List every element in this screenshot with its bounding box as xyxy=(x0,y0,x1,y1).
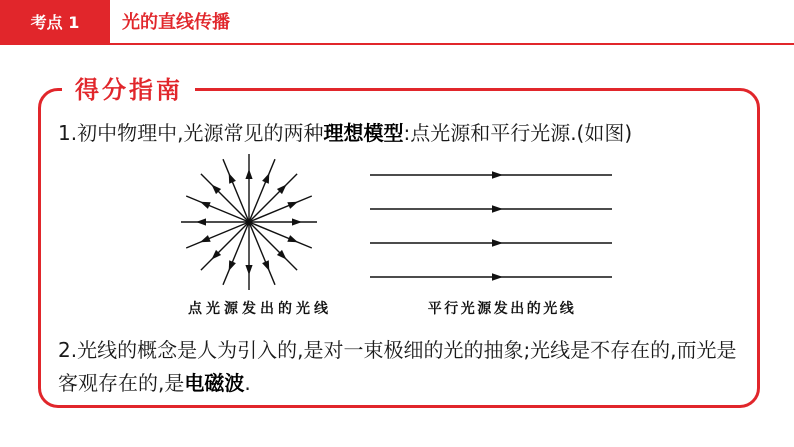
arrowhead xyxy=(245,169,252,179)
ray-line xyxy=(201,222,249,270)
arrowhead xyxy=(492,205,503,213)
point-source-diagram xyxy=(170,148,330,296)
parallel-source-diagram xyxy=(365,165,620,287)
arrowhead xyxy=(287,235,298,242)
arrowhead xyxy=(492,171,503,179)
light-ray xyxy=(201,222,249,270)
tips-panel-label: 得分指南 xyxy=(62,74,195,106)
arrowhead xyxy=(492,273,503,281)
light-ray xyxy=(249,222,297,270)
point-1-text-end: :点光源和平行光源.(如图) xyxy=(403,121,633,145)
parallel-ray xyxy=(370,171,612,179)
parallel-ray xyxy=(370,205,612,213)
arrowhead xyxy=(229,260,236,271)
parallel-ray xyxy=(370,239,612,247)
ray-line xyxy=(249,174,297,222)
arrowhead xyxy=(200,235,211,242)
point-2-keyword: 电磁波 xyxy=(184,371,245,395)
arrowhead xyxy=(287,202,298,209)
arrowhead xyxy=(200,202,211,209)
light-ray xyxy=(245,154,252,222)
arrowhead xyxy=(262,173,269,184)
light-ray xyxy=(249,174,297,222)
light-ray xyxy=(245,222,252,290)
slide-title: 光的直线传播 xyxy=(122,12,230,33)
point-1-keyword: 理想模型 xyxy=(323,121,404,145)
arrowhead xyxy=(229,173,236,184)
ray-line xyxy=(201,174,249,222)
arrowhead xyxy=(245,265,252,275)
parallel-source-caption: 平行光源发出的光线 xyxy=(427,301,577,317)
point-2-text-end: . xyxy=(244,371,251,395)
point-1 xyxy=(58,119,738,147)
ray-line xyxy=(249,222,297,270)
point-source-caption: 点光源发出的光线 xyxy=(188,301,332,317)
arrowhead xyxy=(262,260,269,271)
light-ray xyxy=(181,218,249,225)
arrowhead xyxy=(492,239,503,247)
topic-badge: 考点 1 xyxy=(0,0,110,45)
slide-header xyxy=(0,0,794,46)
light-ray xyxy=(249,218,317,225)
arrowhead xyxy=(292,218,302,225)
light-ray xyxy=(201,174,249,222)
point-2 xyxy=(58,334,738,400)
parallel-ray xyxy=(370,273,612,281)
point-2-text: 2.光线的概念是人为引入的,是对一束极细的光的抽象;光线是不存在的,而光是客观存在的,是 xyxy=(58,338,737,395)
arrowhead xyxy=(196,218,206,225)
point-1-text: 1.初中物理中,光源常见的两种 xyxy=(58,121,324,145)
